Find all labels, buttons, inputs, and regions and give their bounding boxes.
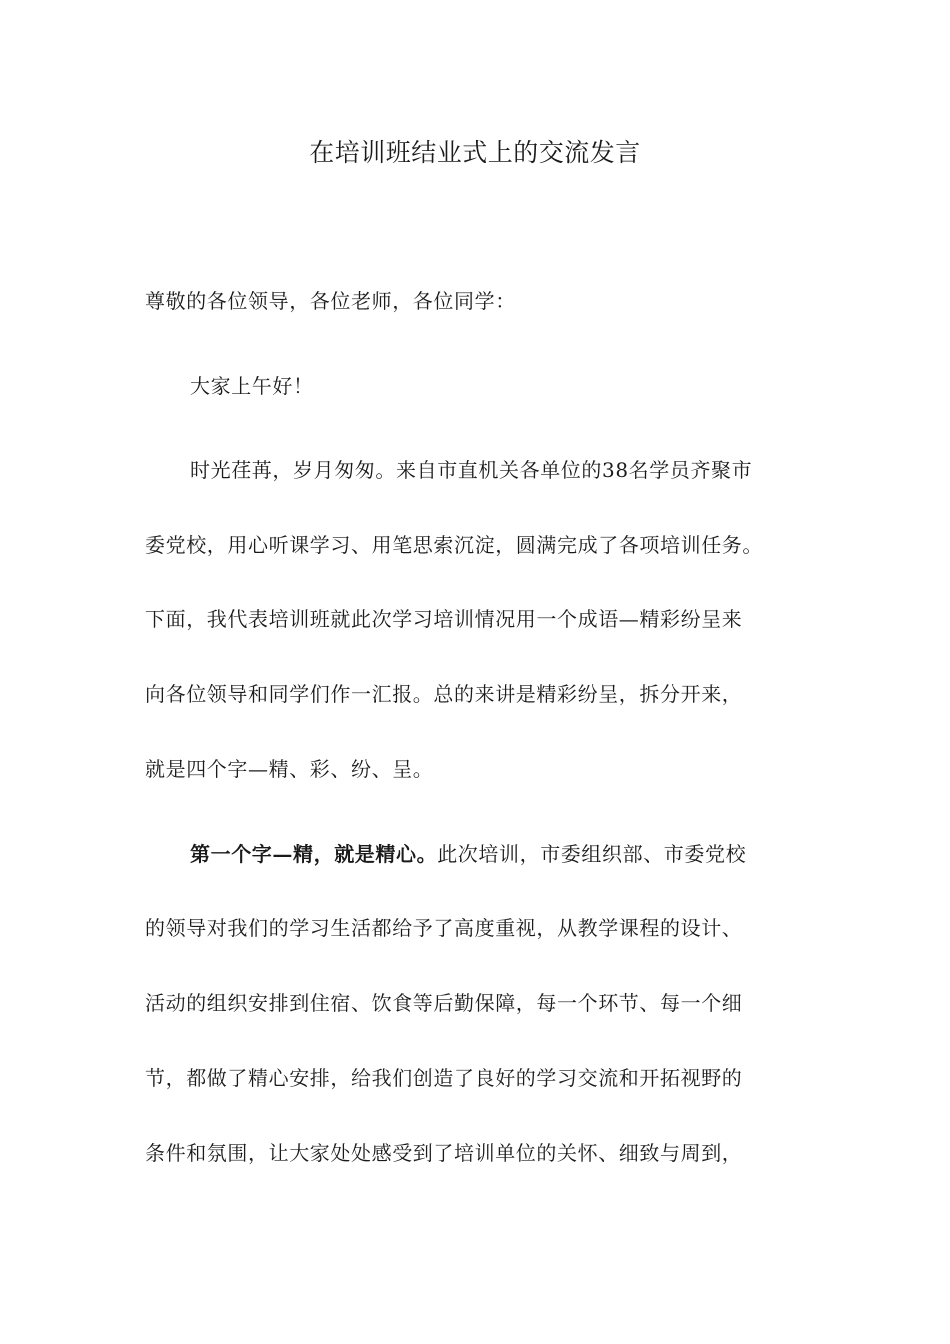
paragraph-1-line-2: 委党校，用心听课学习、用笔思索沉淀，圆满完成了各项培训任务。 [145, 533, 763, 557]
paragraph-1-line-5: 就是四个字—精、彩、纷、呈。 [145, 757, 434, 781]
greeting: 大家上午好！ [190, 374, 314, 398]
paragraph-1-line-4: 向各位领导和同学们作一汇报。总的来讲是精彩纷呈，拆分开来， [145, 682, 743, 706]
paragraph-2-line-1-rest: 此次培训，市委组织部、市委党校 [437, 842, 747, 866]
salutation: 尊敬的各位领导，各位老师，各位同学： [145, 289, 516, 313]
paragraph-2-line-2: 的领导对我们的学习生活都给予了高度重视，从教学课程的设计、 [145, 916, 743, 940]
paragraph-2-line-1 [190, 838, 870, 870]
document-title: 在培训班结业式上的交流发言 [309, 138, 641, 167]
paragraph-2-line-5: 条件和氛围，让大家处处感受到了培训单位的关怀、细致与周到， [145, 1141, 743, 1165]
paragraph-1-line-3: 下面，我代表培训班就此次学习培训情况用一个成语—精彩纷呈来 [145, 607, 743, 631]
paragraph-2-line-3: 活动的组织安排到住宿、饮食等后勤保障，每一个环节、每一个细 [145, 991, 743, 1015]
paragraph-1-line-1: 时光荏苒，岁月匆匆。来自市直机关各单位的38名学员齐聚市 [190, 458, 753, 482]
paragraph-2-line-4: 节，都做了精心安排，给我们创造了良好的学习交流和开拓视野的 [145, 1066, 743, 1090]
section-heading: 第一个字—精，就是精心。 [190, 842, 438, 866]
